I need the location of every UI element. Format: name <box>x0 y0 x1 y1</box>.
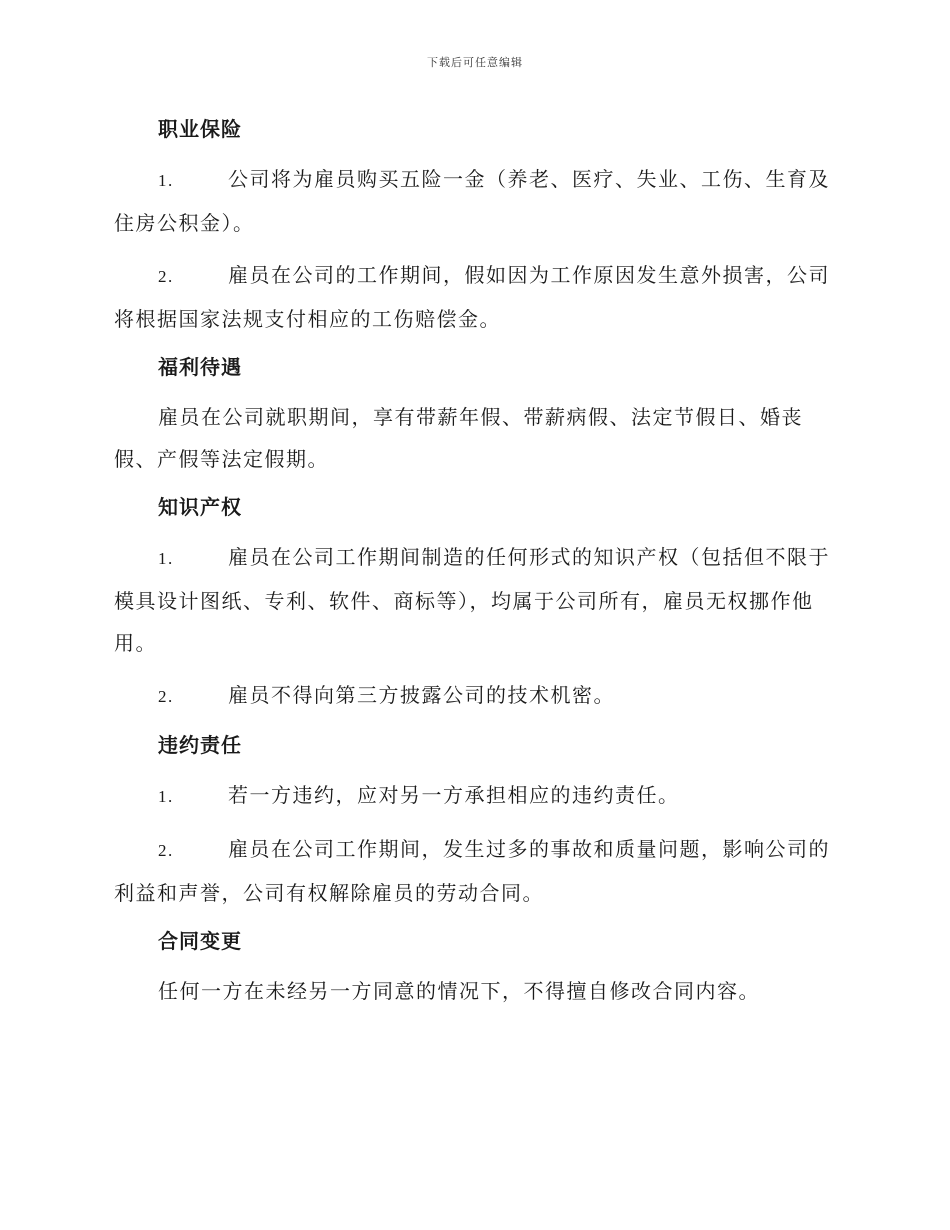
item-text: 若一方违约，应对另一方承担相应的违约责任。 <box>228 783 680 807</box>
section-heading: 知识产权 <box>158 495 242 519</box>
section-intellectual-property <box>114 488 834 718</box>
section-heading: 合同变更 <box>158 929 242 953</box>
item-number: 1. <box>158 787 174 806</box>
list-item <box>114 254 834 340</box>
section-contract-changes <box>114 922 834 1012</box>
section-breach-liability <box>114 726 834 914</box>
item-number: 1. <box>158 549 174 568</box>
item-text: 雇员在公司的工作期间，假如因为工作原因发生意外损害，公司将根据国家法规支付相应的工伤赔偿金。 <box>114 263 830 331</box>
section-benefits <box>114 348 834 480</box>
list-item <box>114 774 834 818</box>
list-item <box>114 158 834 244</box>
item-number: 2. <box>158 841 174 860</box>
item-text: 雇员在公司工作期间，发生过多的事故和质量问题，影响公司的利益和声誉，公司有权解除雇员的劳动合同。 <box>114 837 830 905</box>
section-heading: 违约责任 <box>158 733 242 757</box>
item-text: 雇员在公司工作期间制造的任何形式的知识产权（包括但不限于模具设计图纸、专利、软件、商标等），均属于公司所有，雇员无权挪作他用。 <box>114 545 830 655</box>
section-heading: 职业保险 <box>158 117 242 141</box>
section-heading: 福利待遇 <box>158 355 242 379</box>
section-occupational-insurance <box>114 110 834 340</box>
item-text: 公司将为雇员购买五险一金（养老、医疗、失业、工伤、生育及住房公积金）。 <box>114 167 830 235</box>
page-header: 下载后可任意编辑 <box>427 56 523 69</box>
item-text: 雇员不得向第三方披露公司的技术机密。 <box>228 683 615 707</box>
item-number: 1. <box>158 171 174 190</box>
list-item <box>114 674 834 718</box>
item-number: 2. <box>158 267 174 286</box>
section-paragraph: 任何一方在未经另一方同意的情况下，不得擅自修改合同内容。 <box>158 979 760 1003</box>
list-item <box>114 536 834 664</box>
list-item <box>114 828 834 914</box>
item-number: 2. <box>158 687 174 706</box>
document-body <box>114 110 834 1012</box>
section-paragraph: 雇员在公司就职期间，享有带薪年假、带薪病假、法定节假日、婚丧假、产假等法定假期。 <box>114 405 803 471</box>
